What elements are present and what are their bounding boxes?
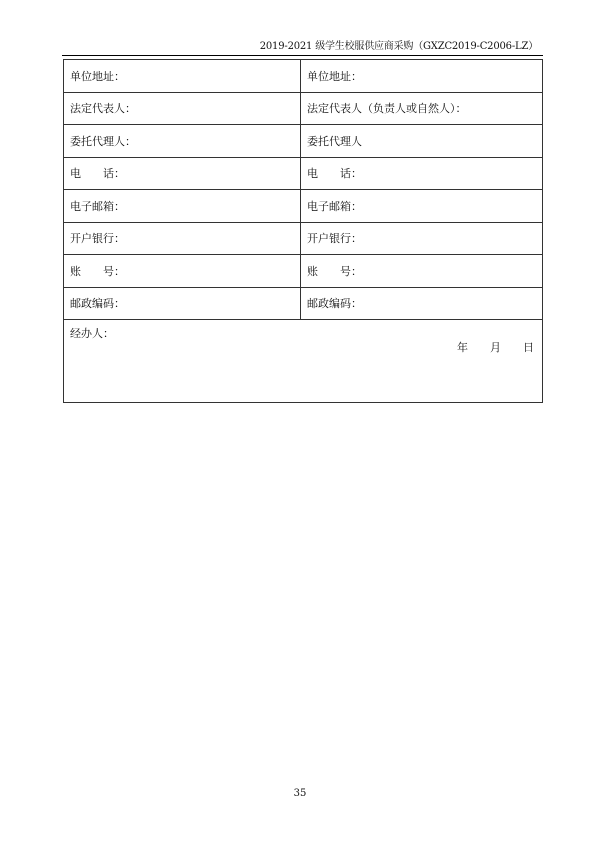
page-number: 35 (293, 788, 307, 799)
legal-representative-field-left[interactable]: 法定代表人： (64, 92, 301, 125)
document-header-title: 2019-2021 级学生校服供应商采购（GXZC2019-C2006-LZ） (259, 41, 538, 52)
address-field-right[interactable]: 单位地址： (301, 60, 543, 93)
table-row (64, 190, 543, 223)
handler-label: 经办人： (70, 327, 114, 340)
header-divider (62, 55, 543, 56)
table-row (64, 287, 543, 320)
account-label-char-2: 号： (103, 264, 125, 278)
email-field-left[interactable]: 电子邮箱： (64, 190, 301, 223)
date-month-label: 月 (490, 341, 501, 354)
postal-code-field-right[interactable]: 邮政编码： (301, 287, 543, 320)
legal-representative-field-right[interactable]: 法定代表人（负责人或自然人）： (301, 92, 543, 125)
phone-label-char-1: 电 (70, 167, 81, 181)
phone-label-char-2: 话： (340, 167, 362, 181)
handler-field[interactable] (64, 320, 543, 403)
table-row (64, 125, 543, 158)
account-label-char-2: 号： (340, 264, 362, 278)
address-field-left[interactable]: 单位地址： (64, 60, 301, 93)
bank-field-left[interactable]: 开户银行： (64, 222, 301, 255)
table-row (64, 157, 543, 190)
phone-label-char-1: 电 (307, 167, 318, 181)
account-label-char-1: 账 (307, 264, 318, 278)
phone-field-left[interactable] (64, 157, 301, 190)
phone-label-char-2: 话： (103, 167, 125, 181)
account-field-left[interactable] (64, 255, 301, 288)
email-field-right[interactable]: 电子邮箱： (301, 190, 543, 223)
authorized-agent-field-left[interactable]: 委托代理人： (64, 125, 301, 158)
account-field-right[interactable] (301, 255, 543, 288)
table-row (64, 255, 543, 288)
table-row (64, 320, 543, 403)
table-row (64, 222, 543, 255)
signature-date (457, 339, 534, 355)
date-day-label: 日 (523, 341, 534, 354)
contact-info-form (63, 59, 543, 403)
date-year-label: 年 (457, 341, 468, 354)
table-row (64, 92, 543, 125)
phone-field-right[interactable] (301, 157, 543, 190)
account-label-char-1: 账 (70, 264, 81, 278)
postal-code-field-left[interactable]: 邮政编码： (64, 287, 301, 320)
table-row (64, 60, 543, 93)
authorized-agent-field-right[interactable]: 委托代理人 (301, 125, 543, 158)
bank-field-right[interactable]: 开户银行： (301, 222, 543, 255)
